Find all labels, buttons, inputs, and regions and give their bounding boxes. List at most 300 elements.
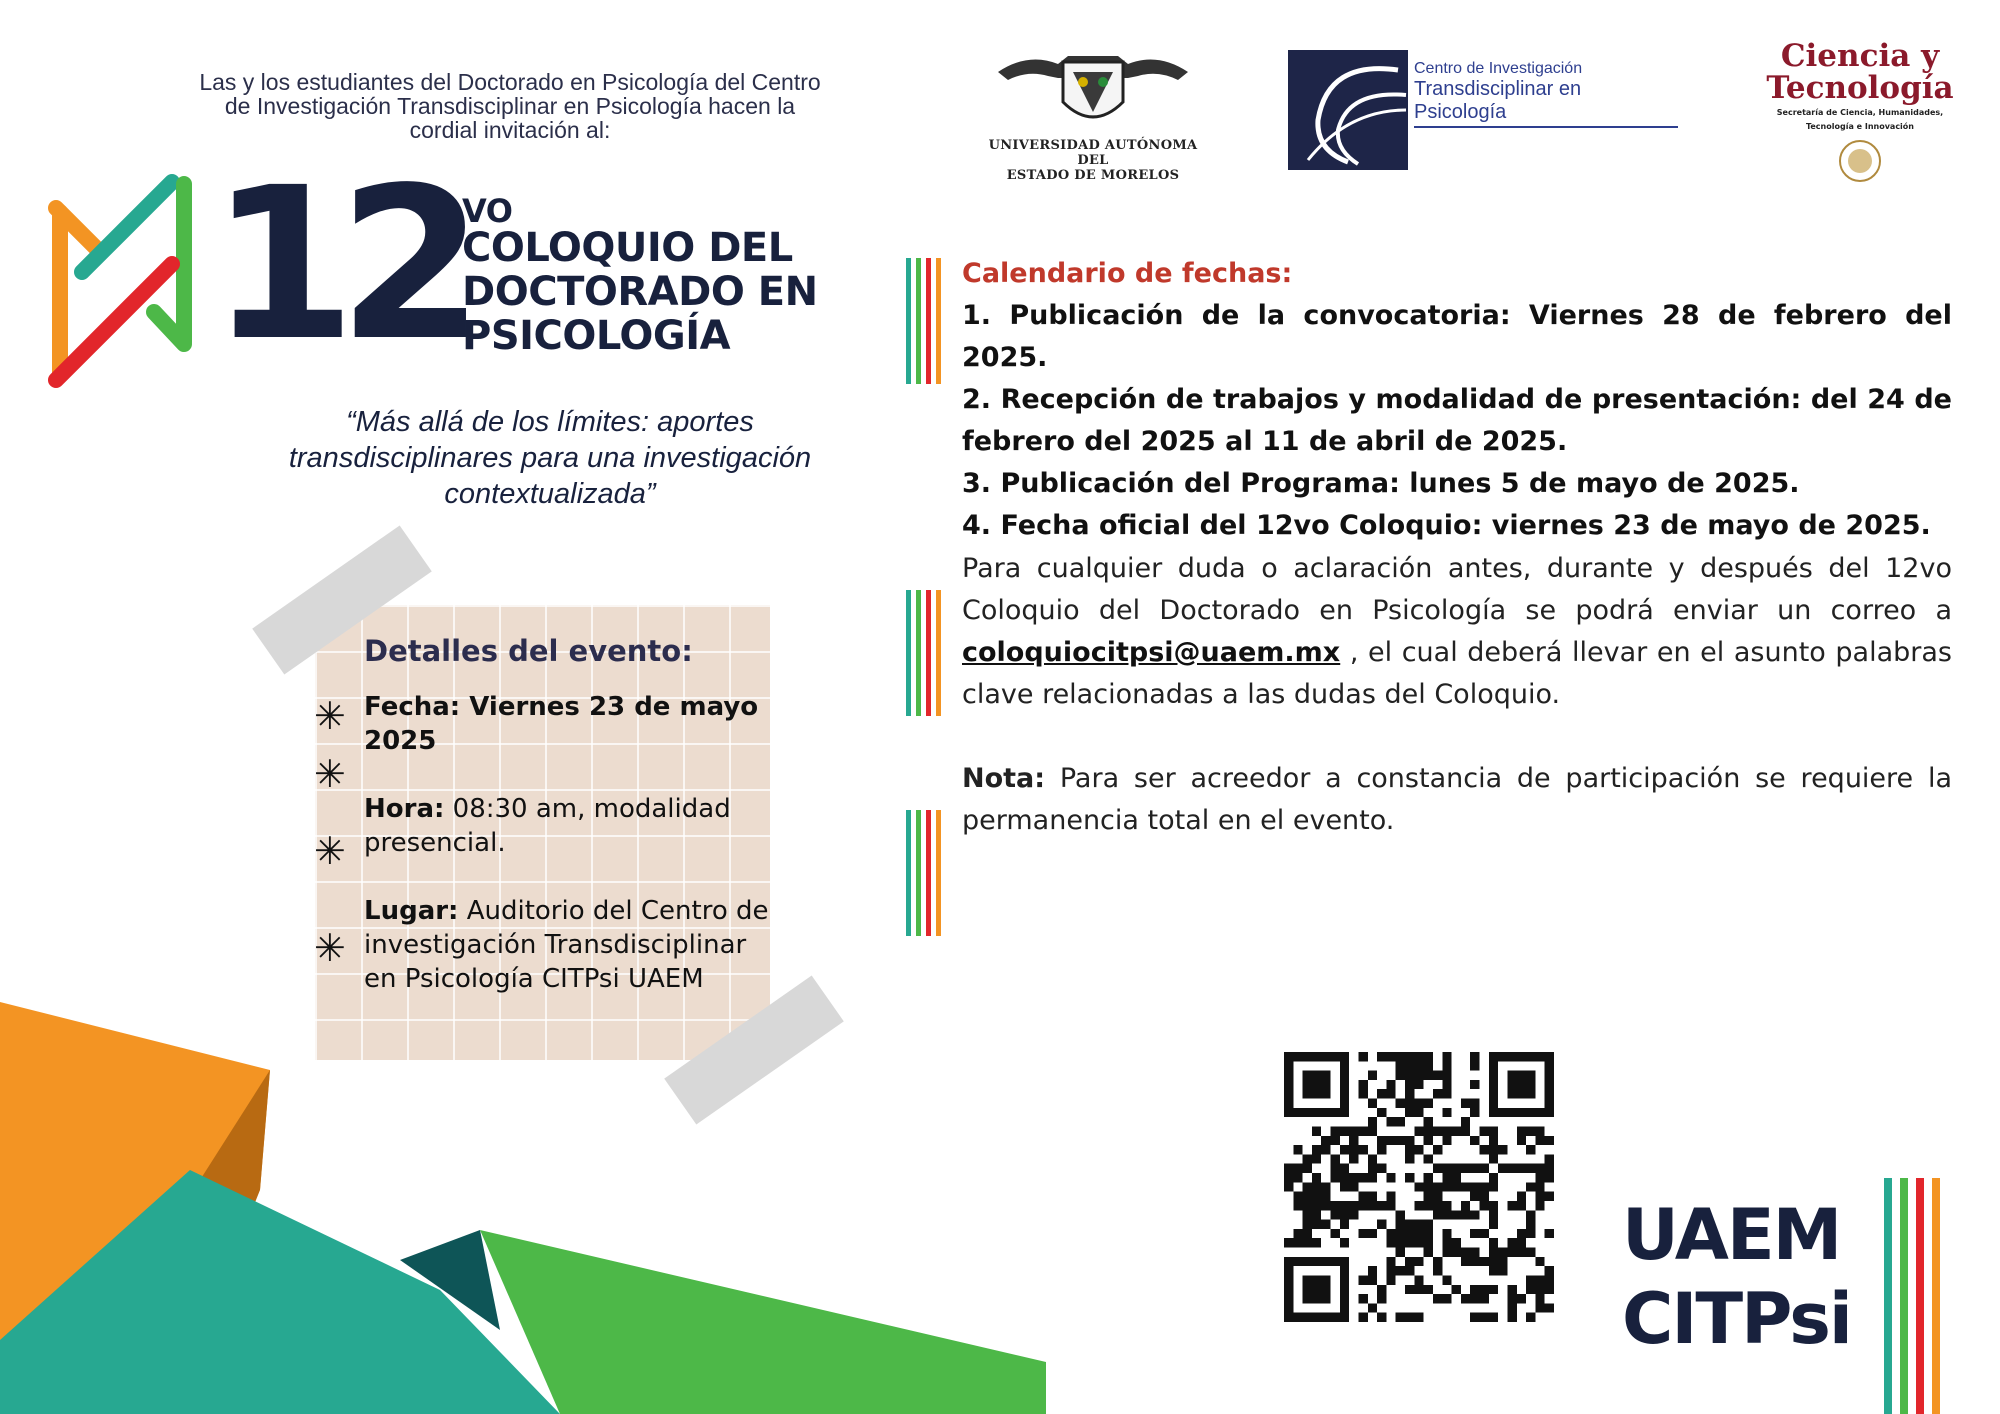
citpsi-logo-line: Centro de Investigación xyxy=(1414,60,1583,77)
qr-module xyxy=(1386,1136,1395,1145)
qr-module xyxy=(1358,1229,1367,1238)
qr-module xyxy=(1386,1229,1395,1238)
qr-module xyxy=(1414,1080,1423,1089)
qr-module xyxy=(1442,1201,1451,1210)
qr-module xyxy=(1480,1145,1489,1154)
qr-module xyxy=(1386,1266,1395,1275)
qr-module xyxy=(1442,1275,1451,1284)
qr-module xyxy=(1349,1136,1358,1145)
qr-module xyxy=(1507,1303,1516,1312)
note-label: Nota: xyxy=(962,763,1046,794)
qr-module xyxy=(1442,1061,1451,1070)
qr-module xyxy=(1312,1126,1321,1135)
qr-module xyxy=(1452,1173,1461,1182)
contact-text: Para cualquier duda o aclaración antes, durante y después del 12vo Coloquio del Doctorado en Psicología se podrá enviar un correo a xyxy=(962,553,1952,626)
qr-module xyxy=(1507,1313,1516,1322)
event-title xyxy=(462,192,818,359)
qr-module xyxy=(1405,1313,1414,1322)
qr-module xyxy=(1293,1192,1302,1201)
qr-module xyxy=(1405,1266,1414,1275)
brand-accent-bars xyxy=(1884,1178,1940,1414)
qr-module xyxy=(1331,1201,1340,1210)
cyt-logo-line: Ciencia y xyxy=(1780,38,1940,74)
subtitle-line: transdisciplinares para una investigación xyxy=(288,442,812,474)
qr-module xyxy=(1303,1238,1312,1247)
qr-module xyxy=(1405,1099,1414,1108)
qr-module xyxy=(1303,1229,1312,1238)
qr-module xyxy=(1424,1220,1433,1229)
qr-module xyxy=(1545,1229,1554,1238)
qr-module xyxy=(1414,1126,1423,1135)
qr-module xyxy=(1377,1313,1386,1322)
qr-module xyxy=(1545,1275,1554,1284)
qr-module xyxy=(1480,1294,1489,1303)
qr-module xyxy=(1303,1275,1331,1303)
qr-module xyxy=(1368,1201,1377,1210)
qr-module xyxy=(1470,1182,1479,1191)
qr-module xyxy=(1433,1071,1442,1080)
qr-module xyxy=(1396,1248,1405,1257)
qr-module xyxy=(1396,1210,1405,1219)
qr-module xyxy=(1535,1257,1544,1266)
qr-module xyxy=(1349,1154,1358,1163)
qr-module xyxy=(1340,1210,1349,1219)
qr-module xyxy=(1331,1126,1340,1135)
qr-module xyxy=(1526,1285,1535,1294)
qr-module xyxy=(1368,1099,1377,1108)
citpsi-logo xyxy=(1288,50,1678,172)
qr-module xyxy=(1480,1257,1489,1266)
qr-module xyxy=(1340,1126,1349,1135)
qr-module xyxy=(1535,1275,1544,1284)
qr-module xyxy=(1442,1080,1451,1089)
qr-module xyxy=(1368,1173,1377,1182)
qr-module xyxy=(1526,1248,1535,1257)
qr-module xyxy=(1424,1173,1433,1182)
qr-module xyxy=(1331,1173,1340,1182)
qr-module xyxy=(1480,1126,1489,1135)
qr-module xyxy=(1386,1052,1395,1061)
event-subtitle xyxy=(200,404,900,512)
qr-module xyxy=(1433,1145,1442,1154)
qr-module xyxy=(1461,1294,1470,1303)
qr-module xyxy=(1358,1052,1367,1061)
title-line: COLOQUIO DEL xyxy=(462,225,793,271)
qr-module xyxy=(1312,1210,1321,1219)
event-details xyxy=(364,634,774,1030)
qr-module xyxy=(1414,1145,1423,1154)
qr-module xyxy=(1470,1080,1479,1089)
qr-module xyxy=(1405,1257,1414,1266)
qr-module xyxy=(1386,1192,1395,1201)
qr-module xyxy=(1489,1313,1498,1322)
qr-module xyxy=(1507,1071,1535,1099)
qr-module xyxy=(1480,1285,1489,1294)
qr-module xyxy=(1442,1173,1451,1182)
qr-module xyxy=(1433,1257,1442,1266)
qr-module xyxy=(1424,1099,1433,1108)
qr-module xyxy=(1507,1294,1516,1303)
qr-module xyxy=(1489,1210,1498,1219)
qr-module xyxy=(1470,1229,1479,1238)
qr-module xyxy=(1442,1164,1451,1173)
qr-module xyxy=(1405,1229,1414,1238)
qr-module xyxy=(1321,1220,1330,1229)
uaem-logo xyxy=(988,42,1198,182)
qr-module xyxy=(1312,1220,1321,1229)
qr-module xyxy=(1377,1201,1386,1210)
qr-module xyxy=(1331,1136,1340,1145)
qr-module xyxy=(1424,1126,1433,1135)
qr-module xyxy=(1358,1294,1367,1303)
qr-module xyxy=(1396,1266,1405,1275)
qr-module xyxy=(1442,1238,1451,1247)
qr-module xyxy=(1405,1108,1414,1117)
cyt-logo-small-line: Tecnología e Innovación xyxy=(1805,122,1914,131)
qr-module xyxy=(1386,1089,1395,1098)
citpsi-logo-line: Transdisciplinar en Psicología xyxy=(1414,78,1678,128)
qr-module xyxy=(1526,1164,1535,1173)
qr-module xyxy=(1358,1173,1367,1182)
lugar-value: Auditorio del Centro de investigación Transdisciplinar en Psicología CITPsi UAEM xyxy=(364,896,769,994)
qr-module xyxy=(1405,1154,1414,1163)
qr-module xyxy=(1461,1201,1470,1210)
contact-paragraph xyxy=(962,548,1952,716)
calendar-section xyxy=(962,253,1952,547)
calendar-item: 3. Publicación del Programa: lunes 5 de mayo de 2025. xyxy=(962,468,1800,499)
qr-module xyxy=(1433,1126,1442,1135)
qr-module xyxy=(1545,1303,1554,1312)
qr-module xyxy=(1377,1145,1386,1154)
qr-module xyxy=(1293,1229,1302,1238)
qr-module xyxy=(1349,1201,1358,1210)
asterisk-icon: ✳ xyxy=(314,926,346,970)
qr-module xyxy=(1405,1285,1414,1294)
qr-module xyxy=(1358,1201,1367,1210)
qr-module xyxy=(1526,1220,1535,1229)
qr-module xyxy=(1498,1248,1507,1257)
qr-module xyxy=(1396,1061,1405,1070)
qr-module xyxy=(1489,1285,1498,1294)
qr-module xyxy=(1498,1257,1507,1266)
qr-module xyxy=(1386,1257,1395,1266)
qr-module xyxy=(1526,1126,1535,1135)
qr-module xyxy=(1526,1313,1535,1322)
qr-module xyxy=(1312,1154,1321,1163)
qr-module xyxy=(1377,1136,1386,1145)
qr-module xyxy=(1442,1182,1451,1191)
qr-module xyxy=(1442,1294,1451,1303)
details-hora xyxy=(364,792,774,860)
qr-module xyxy=(1414,1099,1423,1108)
qr-module xyxy=(1424,1192,1433,1201)
qr-module xyxy=(1517,1126,1526,1135)
qr-module xyxy=(1442,1126,1451,1135)
qr-module xyxy=(1480,1182,1489,1191)
qr-module xyxy=(1312,1173,1321,1182)
qr-module xyxy=(1396,1071,1405,1080)
qr-module xyxy=(1480,1229,1489,1238)
qr-module xyxy=(1368,1071,1377,1080)
qr-module xyxy=(1368,1164,1377,1173)
qr-module xyxy=(1396,1313,1405,1322)
qr-module xyxy=(1489,1145,1498,1154)
accent-bars xyxy=(906,258,941,384)
qr-module xyxy=(1358,1145,1367,1154)
qr-module xyxy=(1321,1145,1330,1154)
qr-module xyxy=(1452,1238,1461,1247)
qr-module xyxy=(1405,1052,1414,1061)
note-text: Para ser acreedor a constancia de participación se requiere la permanencia total en el evento. xyxy=(962,763,1952,836)
qr-module xyxy=(1340,1145,1349,1154)
qr-module xyxy=(1349,1210,1358,1219)
qr-module xyxy=(1526,1182,1535,1191)
qr-module xyxy=(1405,1089,1414,1098)
citpsi-swirl-icon xyxy=(1288,50,1408,170)
qr-module xyxy=(1414,1052,1423,1061)
qr-module xyxy=(1312,1182,1321,1191)
qr-module xyxy=(1433,1182,1442,1191)
uaem-logo-line: UNIVERSIDAD AUTÓNOMA DEL xyxy=(988,138,1198,168)
qr-module xyxy=(1461,1164,1470,1173)
qr-module xyxy=(1303,1192,1312,1201)
qr-module xyxy=(1489,1136,1498,1145)
subtitle-line: contextualizada” xyxy=(444,478,656,510)
qr-module xyxy=(1358,1089,1367,1098)
qr-module xyxy=(1358,1126,1367,1135)
qr-module xyxy=(1368,1303,1377,1312)
brand-line: CITPsi xyxy=(1622,1278,1851,1360)
uaem-logo-line: ESTADO DE MORELOS xyxy=(1006,168,1180,183)
qr-module xyxy=(1377,1108,1386,1117)
qr-module xyxy=(1535,1303,1544,1312)
qr-module xyxy=(1535,1126,1544,1135)
qr-module xyxy=(1470,1108,1479,1117)
details-fecha xyxy=(364,690,774,758)
qr-module xyxy=(1442,1052,1451,1061)
hora-value: 08:30 am, modalidad presencial. xyxy=(364,794,731,858)
qr-module xyxy=(1470,1192,1479,1201)
qr-module xyxy=(1368,1154,1377,1163)
qr-module xyxy=(1470,1061,1479,1070)
qr-module xyxy=(1349,1145,1358,1154)
qr-module xyxy=(1386,1275,1395,1284)
asterisk-icon: ✳ xyxy=(314,829,346,873)
qr-module xyxy=(1498,1145,1507,1154)
qr-module xyxy=(1424,1248,1433,1257)
qr-module xyxy=(1386,1080,1395,1089)
qr-module xyxy=(1433,1192,1442,1201)
qr-module xyxy=(1535,1294,1544,1303)
qr-module xyxy=(1489,1182,1498,1191)
qr-module xyxy=(1349,1182,1358,1191)
qr-module xyxy=(1414,1257,1423,1266)
qr-module xyxy=(1386,1238,1395,1247)
qr-module xyxy=(1303,1164,1312,1173)
qr-module xyxy=(1517,1192,1526,1201)
qr-module xyxy=(1433,1266,1442,1275)
qr-module xyxy=(1331,1154,1340,1163)
qr-module xyxy=(1517,1164,1526,1173)
details-lugar xyxy=(364,894,774,996)
qr-module xyxy=(1405,1136,1414,1145)
qr-module xyxy=(1377,1294,1386,1303)
qr-module xyxy=(1414,1061,1423,1070)
qr-module xyxy=(1517,1136,1526,1145)
qr-module xyxy=(1442,1108,1451,1117)
title-line: DOCTORADO EN xyxy=(462,269,818,315)
qr-module xyxy=(1480,1201,1489,1210)
qr-module xyxy=(1507,1164,1516,1173)
qr-module xyxy=(1340,1182,1349,1191)
qr-module xyxy=(1452,1182,1461,1191)
uaem-crest-icon xyxy=(988,42,1198,134)
contact-email-link[interactable]: coloquiocitpsi@uaem.mx xyxy=(962,637,1341,668)
qr-module xyxy=(1303,1071,1331,1099)
qr-module xyxy=(1386,1173,1395,1182)
green-shape xyxy=(480,1230,1046,1414)
qr-module xyxy=(1414,1108,1423,1117)
qr-module xyxy=(1489,1154,1498,1163)
qr-module xyxy=(1396,1136,1405,1145)
qr-module xyxy=(1414,1201,1423,1210)
qr-module xyxy=(1535,1192,1544,1201)
qr-module xyxy=(1303,1220,1312,1229)
qr-module xyxy=(1470,1052,1479,1061)
qr-module xyxy=(1470,1285,1479,1294)
accent-bars xyxy=(906,590,941,716)
qr-module xyxy=(1293,1201,1302,1210)
qr-module xyxy=(1517,1238,1526,1247)
qr-module xyxy=(1489,1248,1498,1257)
qr-module xyxy=(1284,1182,1293,1191)
qr-module xyxy=(1545,1192,1554,1201)
subtitle-line: “Más allá de los límites: aportes xyxy=(346,406,754,438)
qr-module xyxy=(1517,1229,1526,1238)
qr-module xyxy=(1433,1201,1442,1210)
qr-module xyxy=(1452,1164,1461,1173)
qr-module xyxy=(1526,1229,1535,1238)
qr-module xyxy=(1517,1248,1526,1257)
qr-module xyxy=(1498,1164,1507,1173)
qr-module xyxy=(1442,1210,1451,1219)
qr-module xyxy=(1470,1164,1479,1173)
qr-module xyxy=(1433,1164,1442,1173)
qr-module xyxy=(1396,1238,1405,1247)
qr-module xyxy=(1368,1229,1377,1238)
qr-module xyxy=(1396,1117,1405,1126)
calendar-item: 4. Fecha oficial del 12vo Coloquio: viernes 23 de mayo de 2025. xyxy=(962,510,1931,541)
qr-module xyxy=(1414,1313,1423,1322)
qr-module xyxy=(1424,1154,1433,1163)
qr-module xyxy=(1433,1089,1442,1098)
intro-line: cordial invitación al: xyxy=(409,117,611,143)
qr-module xyxy=(1545,1154,1554,1163)
qr-module xyxy=(1405,1080,1414,1089)
qr-module xyxy=(1414,1182,1423,1191)
qr-module xyxy=(1433,1294,1442,1303)
qr-module xyxy=(1424,1061,1433,1070)
qr-code[interactable] xyxy=(1284,1052,1554,1322)
qr-module xyxy=(1461,1257,1470,1266)
qr-module xyxy=(1303,1182,1312,1191)
qr-module xyxy=(1405,1238,1414,1247)
qr-module xyxy=(1424,1201,1433,1210)
qr-module xyxy=(1442,1248,1451,1257)
qr-module xyxy=(1442,1229,1451,1238)
qr-module xyxy=(1414,1275,1423,1284)
qr-module xyxy=(1405,1173,1414,1182)
qr-module xyxy=(1517,1201,1526,1210)
qr-module xyxy=(1377,1052,1386,1061)
qr-module xyxy=(1396,1099,1405,1108)
qr-module xyxy=(1507,1201,1516,1210)
cyt-logo-small-line: Secretaría de Ciencia, Humanidades, xyxy=(1776,108,1944,117)
qr-module xyxy=(1368,1266,1377,1275)
qr-module xyxy=(1480,1164,1489,1173)
note-paragraph xyxy=(962,758,1952,842)
qr-module xyxy=(1414,1229,1423,1238)
qr-module xyxy=(1535,1201,1544,1210)
qr-module xyxy=(1284,1164,1293,1173)
qr-module xyxy=(1461,1248,1470,1257)
qr-module xyxy=(1321,1182,1330,1191)
qr-module xyxy=(1331,1164,1340,1173)
qr-module xyxy=(1442,1071,1451,1080)
qr-module xyxy=(1535,1182,1544,1191)
edition-number: 12 xyxy=(210,142,467,387)
qr-module xyxy=(1545,1173,1554,1182)
qr-module xyxy=(1442,1136,1451,1145)
qr-module xyxy=(1303,1201,1312,1210)
qr-module xyxy=(1424,1229,1433,1238)
hora-label: Hora: xyxy=(364,794,445,824)
qr-module xyxy=(1470,1313,1479,1322)
qr-module xyxy=(1405,1145,1414,1154)
citpsi-logo-mark xyxy=(1288,50,1408,170)
qr-module xyxy=(1284,1238,1293,1247)
qr-module xyxy=(1358,1275,1367,1284)
qr-module xyxy=(1452,1126,1461,1135)
qr-module xyxy=(1517,1294,1526,1303)
qr-module xyxy=(1424,1285,1433,1294)
qr-module xyxy=(1470,1210,1479,1219)
intro-line: de Investigación Transdisciplinar en Psicología hacen la xyxy=(224,93,796,119)
qr-module xyxy=(1293,1173,1302,1182)
qr-module xyxy=(1340,1201,1349,1210)
qr-module xyxy=(1349,1126,1358,1135)
ciencia-tecnologia-logo xyxy=(1750,40,1970,190)
qr-module xyxy=(1461,1117,1470,1126)
qr-module xyxy=(1414,1220,1423,1229)
qr-module xyxy=(1331,1229,1340,1238)
qr-module xyxy=(1386,1201,1395,1210)
qr-module xyxy=(1461,1210,1470,1219)
qr-module xyxy=(1331,1210,1340,1219)
qr-module xyxy=(1293,1164,1302,1173)
qr-module xyxy=(1303,1210,1312,1219)
qr-module xyxy=(1424,1071,1433,1080)
qr-module xyxy=(1480,1313,1489,1322)
calendar-item: 2. Recepción de trabajos y modalidad de presentación: del 24 de febrero del 2025 al 11 de abril de 2025. xyxy=(962,384,1952,457)
qr-module xyxy=(1396,1052,1405,1061)
qr-module xyxy=(1405,1220,1414,1229)
qr-module xyxy=(1489,1220,1498,1229)
qr-module xyxy=(1545,1285,1554,1294)
qr-module xyxy=(1433,1210,1442,1219)
qr-module xyxy=(1442,1089,1451,1098)
qr-module xyxy=(1489,1238,1498,1247)
